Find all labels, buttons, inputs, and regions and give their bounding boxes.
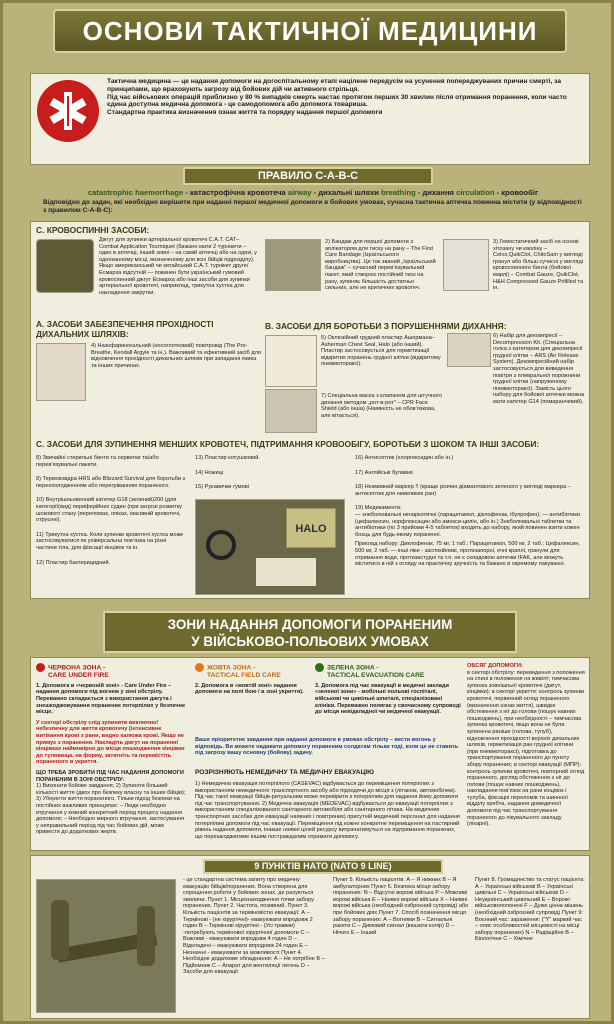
item-5-text: 5) Оклюзійний грудний пластир Ашермана– Asherman Chest Seal, Halo (або інший). Пластир застосовується для герметизації відкритих поранень грудної клітки (відкритому пневмотораксі). [321,335,441,368]
item-17: 17) Англійські булавки [355,469,413,476]
bandage-roll [256,558,316,586]
red-zone-sub: CARE UNDER FIRE [48,672,109,680]
term-circ-ua: - кровообіг [494,188,539,197]
term-c-en: catastrophic haemorrhage [87,188,184,197]
intro-panel [30,73,590,165]
section-a-title: А. ЗАСОБИ ЗАБЕЗПЕЧЕННЯ ПРОХІДНОСТІ ДИХАЛЬНИХ ШЛЯХІВ: [36,319,214,339]
zones-title: ЗОНИ НАДАННЯ ДОПОМОГИ ПОРАНЕНИМ [167,617,453,632]
tourniquet-image [36,239,94,293]
term-b-en: breathing [381,188,416,197]
item-9: 9) Термоковдра HRS або Blizzard Survival для боротьби з переохолодженням або перегріванням пораненого. [36,476,186,489]
star-of-life-icon [37,80,99,142]
term-c-ua: - катастрофічна кровотеча [183,188,288,197]
rule-banner: ПРАВИЛО С-А-В-С [183,167,433,185]
yellow-zone-text: 2. Допомога в «жовтій зоні» надання допомоги на полі бою / в зоні укриття). [195,682,304,696]
term-a-en: airway [287,188,312,197]
intro-p1: Тактична медицина — це надання допомоги на догоспітальному етапі націлене передусім на усунення попереджуваних причин смерті, за принципами, що враховують загрозу від бойових дій чи активного стрільця. [107,78,562,93]
rule-desc: Відповідно до задач, які необхідно вирішити при наданні першої медичної допомоги в бойових умовах, сучасна тактична аптечка повинна містити (у відповідності з правилом С-А-В-С): [43,199,582,214]
term-a-ua: - дихальні шляхи [311,188,382,197]
section-b-title: В. ЗАСОБИ ДЛЯ БОРОТЬБИ З ПОРУШЕННЯМИ ДИХАННЯ: [265,321,507,331]
item-19: 19) Медикаменти: [355,505,402,512]
nato-col-3: Пункт 8. Громадянство та статус пацієнта: А – Українські військові В – Українські цивільні С – Українські військові D – Неукраїнський цивільний Е – Ворожі військовополонені F – Дуже цінна мішень (необхідний озброєний супровід) Пункт 9: Воєнний час: зараження: ("Y" маркий час – опис особливостей місцевості на місці забору поранених) N – Радіаційне В – Біологічне С – Хімічне [475,877,585,943]
bandage-image [265,239,321,291]
item-1-text: Джгут для зупинки артеріальної кровотечі C.A.T. CAT– Combat Application Tourniquet (бажано мати 2 турнікети – один в аптечці, інший зовні – на самій аптечці або на одязі, у одноканному місці, визначеному для всіх бійців підрозділу). Якщо американський чи китайський C.A.T. турнікет друге/ Есмарха відсутній — повинен бути український гумовий кровоспинний джгут Есмарха або інші засоби для зупинки артеріальної кровотечі, наприклад, трикутна хустка для накладення закрутки. [99,237,257,296]
other-items-col2 [195,455,335,491]
yellow-zone-block [195,663,311,696]
page-title: ОСНОВИ ТАКТИЧНОЇ МЕДИЦИНИ [53,9,567,53]
term-b-ua: - дихання [415,188,457,197]
yellow-zone-name: ЖОВТА ЗОНА - [195,663,311,672]
term-circ-en: circulation [456,188,495,197]
item-2-text: 2) Бандаж для першої допомоги з аплікатором для тиску на рану – The First Care Bandage (Ізраїльського виробництва). Це так званий „Ізраїльський бандаж" – сучасний перев’язувальний пакет, який створює постійний тиск на рану, зупиняє більшість достатньо сильних, але не критичних кровотеч. [325,239,436,292]
zones-title-2: У ВІЙСЬКОВО-ПОЛЬОВИХ УМОВАХ [191,634,429,649]
item-19-example: Приклад набору: Диклофенак, 75 мг, 1 таб.; Парацетамол, 500 мг, 2 таб.; Цефалексин, 500 мг, 2 таб. — інші ліки - заспокійливі, протизапорні, очні краплі, гранули для отримання води, протизастудні та т.п. не є складовою аптечки IFAK, але можуть міститися в ній з огляду на практичну зручність та бажано в окремому пакуванні. [355,541,580,568]
item-11: 11) Трикутна хустка. Коли зупинки кровотечі хустка може застосовуватися як універсальна пов’язка на різні частини тіла, для фіксації кінцівок та ін. [36,531,184,551]
intro-p3: Стандартна практика визначення ознак життя та порядку надання першої допомоги [107,109,383,117]
red-zone-text: 1. Допомога в «червоній зоні» - Care Under Fire – надання допомоги під вогнем у зоні обстрілу. Переважно складається з використання джгута і знешкоджовування поранених потерпілих у безпечне місце. [36,682,186,716]
item-14: 14) Ножиці [195,469,224,476]
red-zone-name: ЧЕРВОНА ЗОНА - [36,663,188,672]
red-zone-steps: 1) Виконати бойове завдання; 2) Зупиніти більший кількості життя (двох про безпеку власну та інших бійців); 3) Уберегти життя пораненого. Тільки підхід безпеки на постійних важливих принципах: – Люди необхідно втручання у кожний конкретний період процесу надання допомоги; – Необхідно мирного втручання, застосування у неправильний період під час бойових дій, може привести до додаткових жертв. [36,783,186,836]
cpr-mask-image [265,389,317,433]
red-zone-warning: У секторі обстрілу слід зупиняти виключно! небезпечну для життя кровотечу (інтенсивне витікання крові з рани, видно калюжа крові. Якщо не прямує з поранення. Накладіть джгут на пораненні кінцівках наймовірно до місця пошкодження кінцівки до туловища, на форму, затягніть та перемістіть пораненого в укриття. [36,719,185,766]
item-3-text: 3) Гемостатичний засіб на основі хітозану чи каоліну – Celox,QuikClot, ChitoSam у вигляді гранул або більш сучасні у вигляді кровоспинного бинта (бойової марлі) – Combat Gauze, QuikClot, H&H Compressed Gauze Prifilled та ін. [493,239,584,292]
nato-banner: 9 ПУНКТІВ НАТО (NATO 9 LINE) [203,859,443,874]
soldier-2 [137,906,155,966]
item-7-text: 7) Спеціальна маска з клапаном для штучного дихання методом „рот-в-рот" – CPR Face Shield (або інша) (Наявність не обов’язкова, але вітається). [321,393,443,419]
airway-image [36,343,86,401]
item-18: 18) Незмивний маркер !! (краще розчин діамантового зеленого у вигляді маркера – антисептик для невеликих ран) [355,484,571,497]
green-zone-block [315,663,461,716]
item-6-text: 6) Набір для декомпресії – Decompression Kit. (Спеціальна голка з катетером для декомпресії грудної клітки – ARS (Air Release System). Декомпресійний набір застосовується для виведення повітря з плевральної порожнини грудної клітки (напруженому пневмотораксі). Замість цього набору для бойової аптечки можна мати катетер G14 (помаранчевий). [493,333,585,405]
rule-terms [23,188,603,197]
item-12: 12) Пластир бактерицидний. [36,559,111,566]
aid-scope-block [467,663,585,828]
decompression-image [447,333,491,367]
evacuation-title: РОЗРІЗНЯЮТЬ НЕМЕДИЧНУ ТА МЕДИЧНУ ЕВАКУАЦІЮ [195,769,374,776]
fire-priority-note: Ваше пріоритетне завдання при наданні допомоги в умовах обстрілу – вести вогонь у відповідь. Ви можете надавати допомогу пораненим солдатам тільки тоді, коли це не ставить під загрозу вашу основну (бойову) задачу. [195,737,459,757]
halo-package: HALO [286,508,336,548]
nato-col-2: Пункт 5. Кількість пацієнтів: А – Я нижних В – Я амбулаторних Пункт 6. Безпека місця забору поранених: N – Відсутні ворожі війська P – Можливі ворожі війська Е – Наявні ворожі війська X – Наявні ворожі війська (необхідний озброєний супровід) або при бойових діях Пункт 7. Спосіб позначення місця забору поранених: А – Вогнями В – Сигнальні ракети С – Димовий сигнал (вказати колір) D – Нічого Е – Інший [333,877,469,936]
aid-scope-text: в секторі обстрілу: перевидення з положення на спині в положення на животі; тимчасова зупинка зовнішньої кровотечі (джгут, кінцівки); в секторі укриття: контроль зупинки кровотечі, первинний огляд пораненого (визначення ознак життя), швидке обстеження з ніг до голови (пошук навних пошкоджень), при необхідності – тимчасова зупинка кровотечі, якщо вона не була зупинена раніше (голова, тулуб), відновлення прохідності верхніх дихальних шляхів, герметизація ран грудної клітини (при пневмотораксі), підготовка до транспортування пораненого до пункту збору поранених; в секторі евакуації (МПР): контроль зупинки кровотечі, повторний огляд пораненого, догляд обстеження з ніг до голови (пошук навних пошкоджень), накладання пов’язок на рани кінцівок і тулуба, фіксація переломів та шиннної відділу хребта, надання домедичної допомоги під час транспортування пораненого до лікувального закладу (лікарні). [467,669,585,828]
section-c-title: С. КРОВОСПИННІ ЗАСОБИ: [36,225,150,235]
soldier-1 [51,900,69,960]
ifak-kit-photo [195,499,345,595]
section-s-title: С. ЗАСОБИ ДЛЯ ЗУПИНЕННЯ МЕНШИХ КРОВОТЕЧ, ПІДТРИМАННЯ КРОВООБІГУ, БОРОТЬБИ З ШОКОМ ТА ІНШІ ЗАСОБИ: [36,439,540,449]
nato-col-1: - це стандартна система запиту про медичну евакуацію бійців/поранених. Вона створена для спрощення роботи у бойових зонах, де рахуються хвилини. Пункт 1. Місцезнаходження точки забору поранених. Пункт 2. Частота, позивний. Пункт 3. Кількість пацієнтів за терміновістю евакуації: А – Термінові - (не хірургічні)- евакуювати впродовж 2 годин В – Термінові хірургічні - (Усі травми) -потребують термінової хірургічної допомоги С – Важливі - евакуювати впродовж 4 годин D – Відкладені – евакуювати впродовж 24 годин Е – Незначні - евакуювати за можливості Пункт 4. Необхідне додаткове обладнання: А – Не потрібне В – Підйомник С – Апарат для вентиляції легень D – Засоби для евакуації [183,877,325,976]
item-13: 13) Пластир котушковий. [195,455,260,461]
red-zone-steps-title: ЩО ТРЕБА ЗРОБИТИ ПІД ЧАС НАДАННЯ ДОПОМОГИ ПОРАНЕНИМ В ЗОНІ ОБСТРІЛУ: [36,769,184,783]
chest-seal-image [265,335,317,387]
green-zone-text: 3. Допомога під час евакуації в медичні заклади «зеленої зони» - мобільні польові госпіталі, військові чи цивільні шпиталі, спеціалізовані клініки. Переважно полягає у свочасному супроводі до місця невідкладної чи медичної евакуації. [315,682,461,716]
scissors-icon [206,530,236,560]
green-zone-name: ЗЕЛЕНА ЗОНА - [315,663,461,672]
evacuation-text: 1) Немедична евакуація потерпілого (CASEVAC) відбувається до переміщення потерпілих з використанням немедичного транспортного засобу або підходячи до місця з (літаком, автомобілем). Під час такої евакуації бійців-ритуальним може перевірити з потерпілим для надання йому допомоги під час транспортування. 2) Медична евакуація (MEDEVAC) відбувається до евакуації потерпілих з використанням спеціалізованого санітарного автомобіля або санітарного літака. На медичних транспортних засобах для евакуації наявних і повітряних) присутній медичний персонал для надання потерпілим допомоги під час евакуації. Переміщення під кожне конкретне переміщення на пастирний рівень надання допомоги, інакше наявні цілей ресурсу витрачатимуться на підтримання поранених, що перешкоджатиме іншим постраждалим отримати допомогу. [195,781,460,840]
item-15: 15) Рукавички гумові [195,484,249,491]
zones-banner [103,611,517,653]
other-items-col3 [355,455,585,568]
item-10: 10) Внутрішньовенний катетер G18 (зелений)200 (для категорії(вид) периферійних судин (при загрозі розвитку шокового стану (переломах, опіках, масивній кровотечі, отруєнні). [36,497,182,524]
green-zone-sub: TACTICAL EVACUATION CARE [327,672,425,680]
item-16: 16) Антисептик (хлоргексидин або ін.) [355,455,454,461]
item-19-meds: — знеболювальні ненаркотичні (парацетамол, діклофенак, ібупрофен); — антибіотики (цефалексин, норфлоксацин або амокси-цилін, або ін.) Знеболювальні таблетки та антибіотики (по 3 прийоми 4-5 таблеток) входять до набору, який повинен взяти кожен боєць для будь-якому пораненні. [355,511,580,538]
aid-scope-title: ОБСЯГ ДОПОМОГИ: [467,663,523,669]
other-items-col1 [36,455,188,566]
red-zone-block [36,663,188,836]
item-8: 8) Звичайні стерильні бинти та серветки та/або перев’язувальні пакети. [36,455,159,468]
evacuation-photo [36,879,176,1013]
yellow-zone-sub: TACTICAL FIELD CARE [207,672,281,680]
item-4-text: 4) Назофарингеальний (носоглотковий) повітровід (The Pro-Breathe, Kendall Argyle та ін.). Важливий та ефективний засіб для відновлення прохідності дихальних шляхів при западанні язика та інших причинах. [91,343,261,369]
intro-p2: Під час військових операцій приблизно у 80 % випадків смерть настає протягом перших 30 хвилин після отримання поранення, коли часто єдина доступна медична допомога - це самодопомога або допомога товариша. [107,93,567,109]
hemostatic-image [443,239,489,291]
